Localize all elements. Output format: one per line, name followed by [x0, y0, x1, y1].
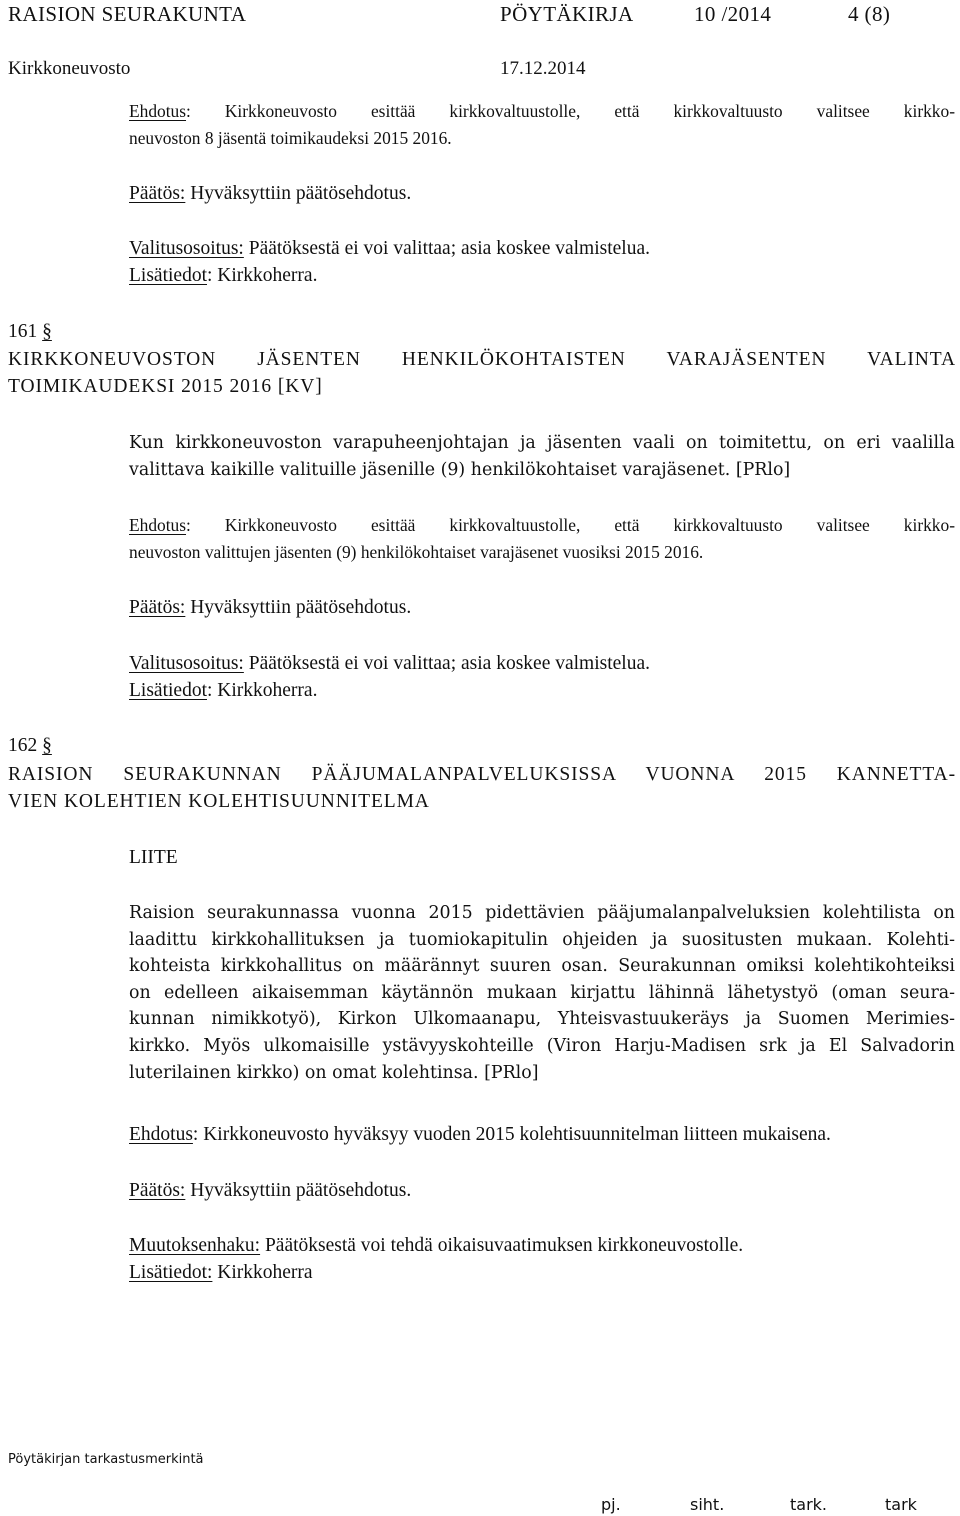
- organization-name: RAISION SEURAKUNTA: [8, 2, 247, 26]
- section-162-muutoksenhaku: Muutoksenhaku: Päätöksestä voi tehdä oikaisuvaatimuksen kirkkoneuvostolle.: [129, 1235, 744, 1256]
- signature-checker-1: tark.: [790, 1495, 828, 1514]
- meeting-body: Kirkkoneuvosto: [8, 58, 131, 79]
- section-161-paragraph: Kun kirkkoneuvoston varapuheenjohtajan ja jäsenten vaali on toimitettu, on eri vaalilla valittava kaikille valituille jäsenille (9) henkilökohtaiset varajäsenet. [PRlo]: [129, 433, 955, 480]
- section-161-paatos: Päätös: Hyväksyttiin päätösehdotus.: [129, 597, 412, 618]
- top-valitusosoitus: Valitusosoitus: Päätöksestä ei voi valittaa; asia koskee valmistelua.: [129, 238, 650, 259]
- section-161-ehdotus: Ehdotus: Kirkkoneuvosto esittää kirkkovaltuustolle, että kirkkovaltuusto valitsee kirkko- neuvoston valittujen jäsenten (9) henkilökohtaiset varajäsenet vuosiksi 2015 2016.: [129, 515, 955, 562]
- minutes-check-label: Pöytäkirjan tarkastusmerkintä: [8, 1452, 204, 1467]
- top-ehdotus: Ehdotus: Kirkkoneuvosto esittää kirkkovaltuustolle, että kirkkovaltuusto valitsee kirkko- neuvoston 8 jäsentä toimikaudeksi 2015 2016.: [129, 101, 955, 148]
- signature-checker-2: tark: [885, 1495, 917, 1514]
- section-161-lisatiedot: Lisätiedot: Kirkkoherra.: [129, 680, 318, 701]
- page-number: 4 (8): [848, 2, 891, 26]
- document-type: PÖYTÄKIRJA: [500, 2, 634, 26]
- section-162-lisatiedot: Lisätiedot: Kirkkoherra: [129, 1262, 313, 1283]
- top-paatos: Päätös: Hyväksyttiin päätösehdotus.: [129, 183, 412, 204]
- top-lisatiedot: Lisätiedot: Kirkkoherra.: [129, 265, 318, 286]
- section-161-valitusosoitus: Valitusosoitus: Päätöksestä ei voi valittaa; asia koskee valmistelua.: [129, 653, 650, 674]
- section-162-title: RAISION SEURAKUNNAN PÄÄJUMALANPALVELUKSISSA VUONNA 2015 KANNETTA- VIEN KOLEHTIEN KOLEHTISUUNNITELMA: [8, 764, 956, 812]
- signature-chair: pj.: [601, 1495, 621, 1514]
- section-161-title: KIRKKONEUVOSTON JÄSENTEN HENKILÖKOHTAISTEN VARAJÄSENTEN VALINTA TOIMIKAUDEKSI 2015 2016 [KV]: [8, 349, 956, 397]
- signature-secretary: siht.: [690, 1495, 725, 1514]
- section-162-paragraph: Raision seurakunnassa vuonna 2015 pidettävien pääjumalanpalveluksien kolehtilista on laadittu kirkkohallituksen ja tuomiokapitulin ohjeiden ja suositusten mukaan. Kolehti- kohteista kirkkohallitus on määrännyt suuren osan. Seurakunnan omiksi kolehtikohteiksi on edelleen aikaisemman käytännön mukaan kirjattu lähinnä lähetystyö (oman seura- kunnan nimikkotyö), Kirkon Ulkomaanapu, Yhteisvastuukeräys ja Suomen Merimies- kirkko. Myös ulkomaisille ystävyyskohteille (Viron Harju-Madisen srk ja El Salvadorin luterilainen kirkko) on omat kolehtinsa. [PRlo]: [129, 903, 955, 1083]
- attachment-label: LIITE: [129, 847, 178, 868]
- ehdotus-label: Ehdotus: [129, 101, 187, 121]
- meeting-date: 17.12.2014: [500, 58, 586, 79]
- section-162-number: 162 §: [8, 735, 52, 756]
- section-162-paatos: Päätös: Hyväksyttiin päätösehdotus.: [129, 1180, 412, 1201]
- document-number: 10 /2014: [694, 2, 772, 26]
- section-162-ehdotus: Ehdotus: Kirkkoneuvosto hyväksyy vuoden 2015 kolehtisuunnitelman liitteen mukaisena.: [129, 1124, 831, 1145]
- section-161-number: 161 §: [8, 321, 52, 342]
